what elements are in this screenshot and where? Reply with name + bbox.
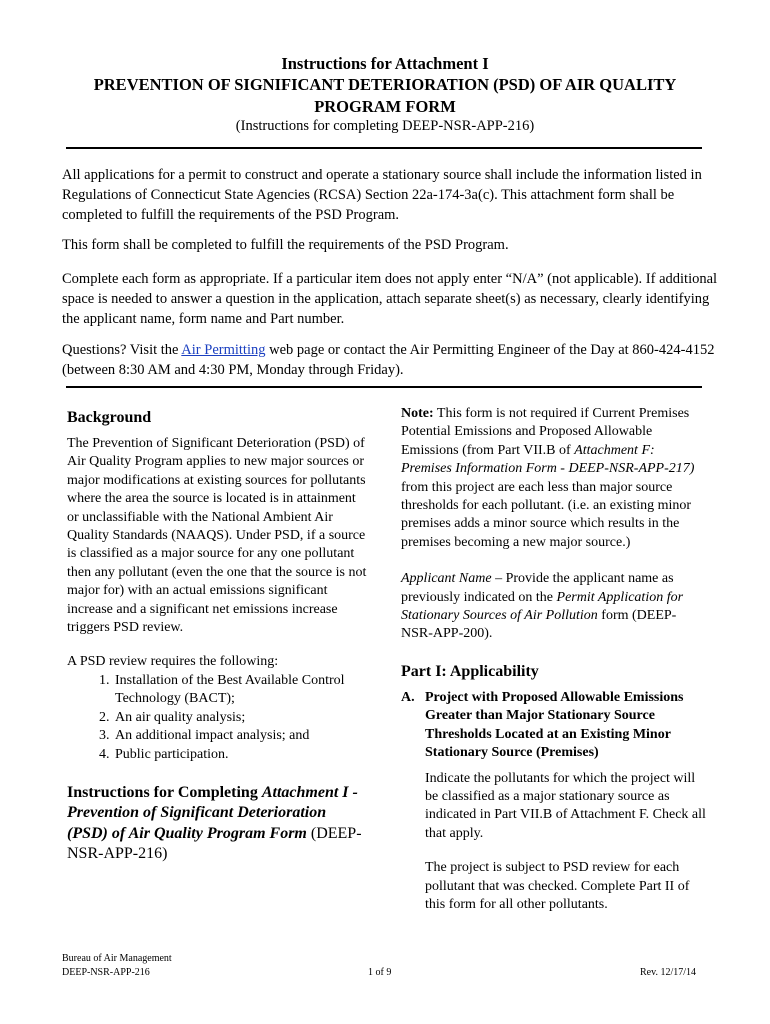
applicant-name-paragraph — [401, 570, 706, 644]
right-column — [401, 405, 706, 914]
part-1-heading: Part I: Applicability — [401, 662, 539, 680]
air-permitting-link[interactable]: Air Permitting — [181, 342, 266, 358]
applicant-form-name: Permit Application for Stationary Sources of Air Pollution — [401, 589, 684, 624]
section-a-paragraph-1: Indicate the pollutants for which the project will be classified as a major stationary source as indicated in Part VII.B of Attachment F. Check all that apply. — [425, 770, 706, 841]
note-label: Note: — [401, 406, 434, 421]
intro-paragraph-4 — [62, 340, 722, 380]
contact-text: web page or contact the Air Permitting Engineer of the Day at 860-424-4152 (between 8:30 AM and 4:30 PM, Monday through Friday). — [62, 342, 715, 378]
note-paragraph — [401, 405, 706, 552]
instructions-heading-form-id: (DEEP-NSR-APP-216) — [67, 824, 362, 863]
list-item: 1. Installation of the Best Available Control Technology (BACT); — [113, 672, 367, 709]
divider-middle — [66, 386, 702, 388]
footer-bureau: Bureau of Air Management — [62, 953, 172, 964]
list-item: 2. An air quality analysis; — [113, 709, 367, 727]
list-item: 3. An additional impact analysis; and — [113, 727, 367, 745]
title-line-2: PREVENTION OF SIGNIFICANT DETERIORATION (PSD) OF AIR QUALITY — [93, 75, 677, 94]
list-item: 4. Public participation. — [113, 746, 367, 764]
note-text-b: from this project are each less than major source thresholds for each pollutant. (i.e. an existing minor premises adds a minor source which results in the premises becoming a new major source.) — [401, 479, 692, 550]
subtitle: (Instructions for completing DEEP-NSR-APP-216) — [235, 118, 535, 134]
applicant-text-a: – Provide the applicant name as previously indicated on the — [401, 571, 674, 605]
instructions-heading — [67, 783, 367, 865]
note-text-italic: Attachment F: Premises Information Form - DEEP-NSR-APP-217) — [401, 442, 695, 477]
intro-paragraph-2: This form shall be completed to fulfill the requirements of the PSD Program. — [62, 237, 509, 253]
footer-form-id: DEEP-NSR-APP-216 — [62, 967, 150, 978]
review-requirements-list — [67, 672, 367, 764]
section-a-title: Project with Proposed Allowable Emissions Greater than Major Stationary Source Thresholds Located at an Existing Minor Stationary Source (Premises) — [425, 689, 684, 761]
review-intro: A PSD review requires the following: — [67, 654, 279, 670]
note-text-a: This form is not required if Current Premises Potential Emissions and Proposed Allowable Emissions (from Part VII.B of — [401, 406, 690, 458]
instructions-heading-bold: Instructions for Completing — [67, 783, 262, 801]
footer-revision: Rev. 12/17/14 — [640, 967, 697, 978]
intro-paragraph-3: Complete each form as appropriate. If a particular item does not apply enter “N/A” (not applicable). If additional space is needed to answer a question in the application, attach separate sheet(s) as necessary, clearly identifying the applicant name, form name and Part number. — [62, 271, 718, 327]
instructions-heading-form-title: Attachment I - Prevention of Significant Deterioration (PSD) of Air Quality Program Form — [67, 783, 358, 842]
section-a-paragraph-2: The project is subject to PSD review for each pollutant that was checked. Complete Part II of this form for all other pollutants. — [425, 860, 690, 912]
applicant-name-label: Applicant Name — [401, 571, 492, 587]
footer-page-number: 1 of 9 — [368, 967, 392, 978]
intro-paragraph-1: All applications for a permit to construct and operate a stationary source shall include the information listed in Regulations of Connecticut State Agencies (RCSA) Section 22a-174-3a(c). This attachment form shall be completed to fulfill the requirements of the PSD Program. — [62, 167, 702, 223]
title-line-3: PROGRAM FORM — [314, 97, 456, 116]
divider-top — [66, 147, 702, 149]
applicant-text-b: form (DEEP-NSR-APP-200). — [401, 608, 677, 642]
background-heading: Background — [67, 409, 152, 426]
section-a-letter: A. — [401, 689, 415, 705]
title-line-1: Instructions for Attachment I — [281, 54, 489, 73]
background-text: The Prevention of Significant Deterioration (PSD) of Air Quality Program applies to new major sources or major modifications at existing sources for pollutants where the area the source is located is in attainment or unclassifiable with the National Ambient Air Quality Standards (NAAQS). Under PSD, if a source is classified as a major source for any one pollutant then any pollutant (even the one that the source is not major for) with an actual emissions significant increase and a significant net emissions increase triggers PSD review. — [67, 436, 367, 636]
left-column — [67, 408, 367, 865]
section-a-heading — [401, 689, 706, 763]
questions-text: Questions? Visit the — [62, 342, 182, 358]
